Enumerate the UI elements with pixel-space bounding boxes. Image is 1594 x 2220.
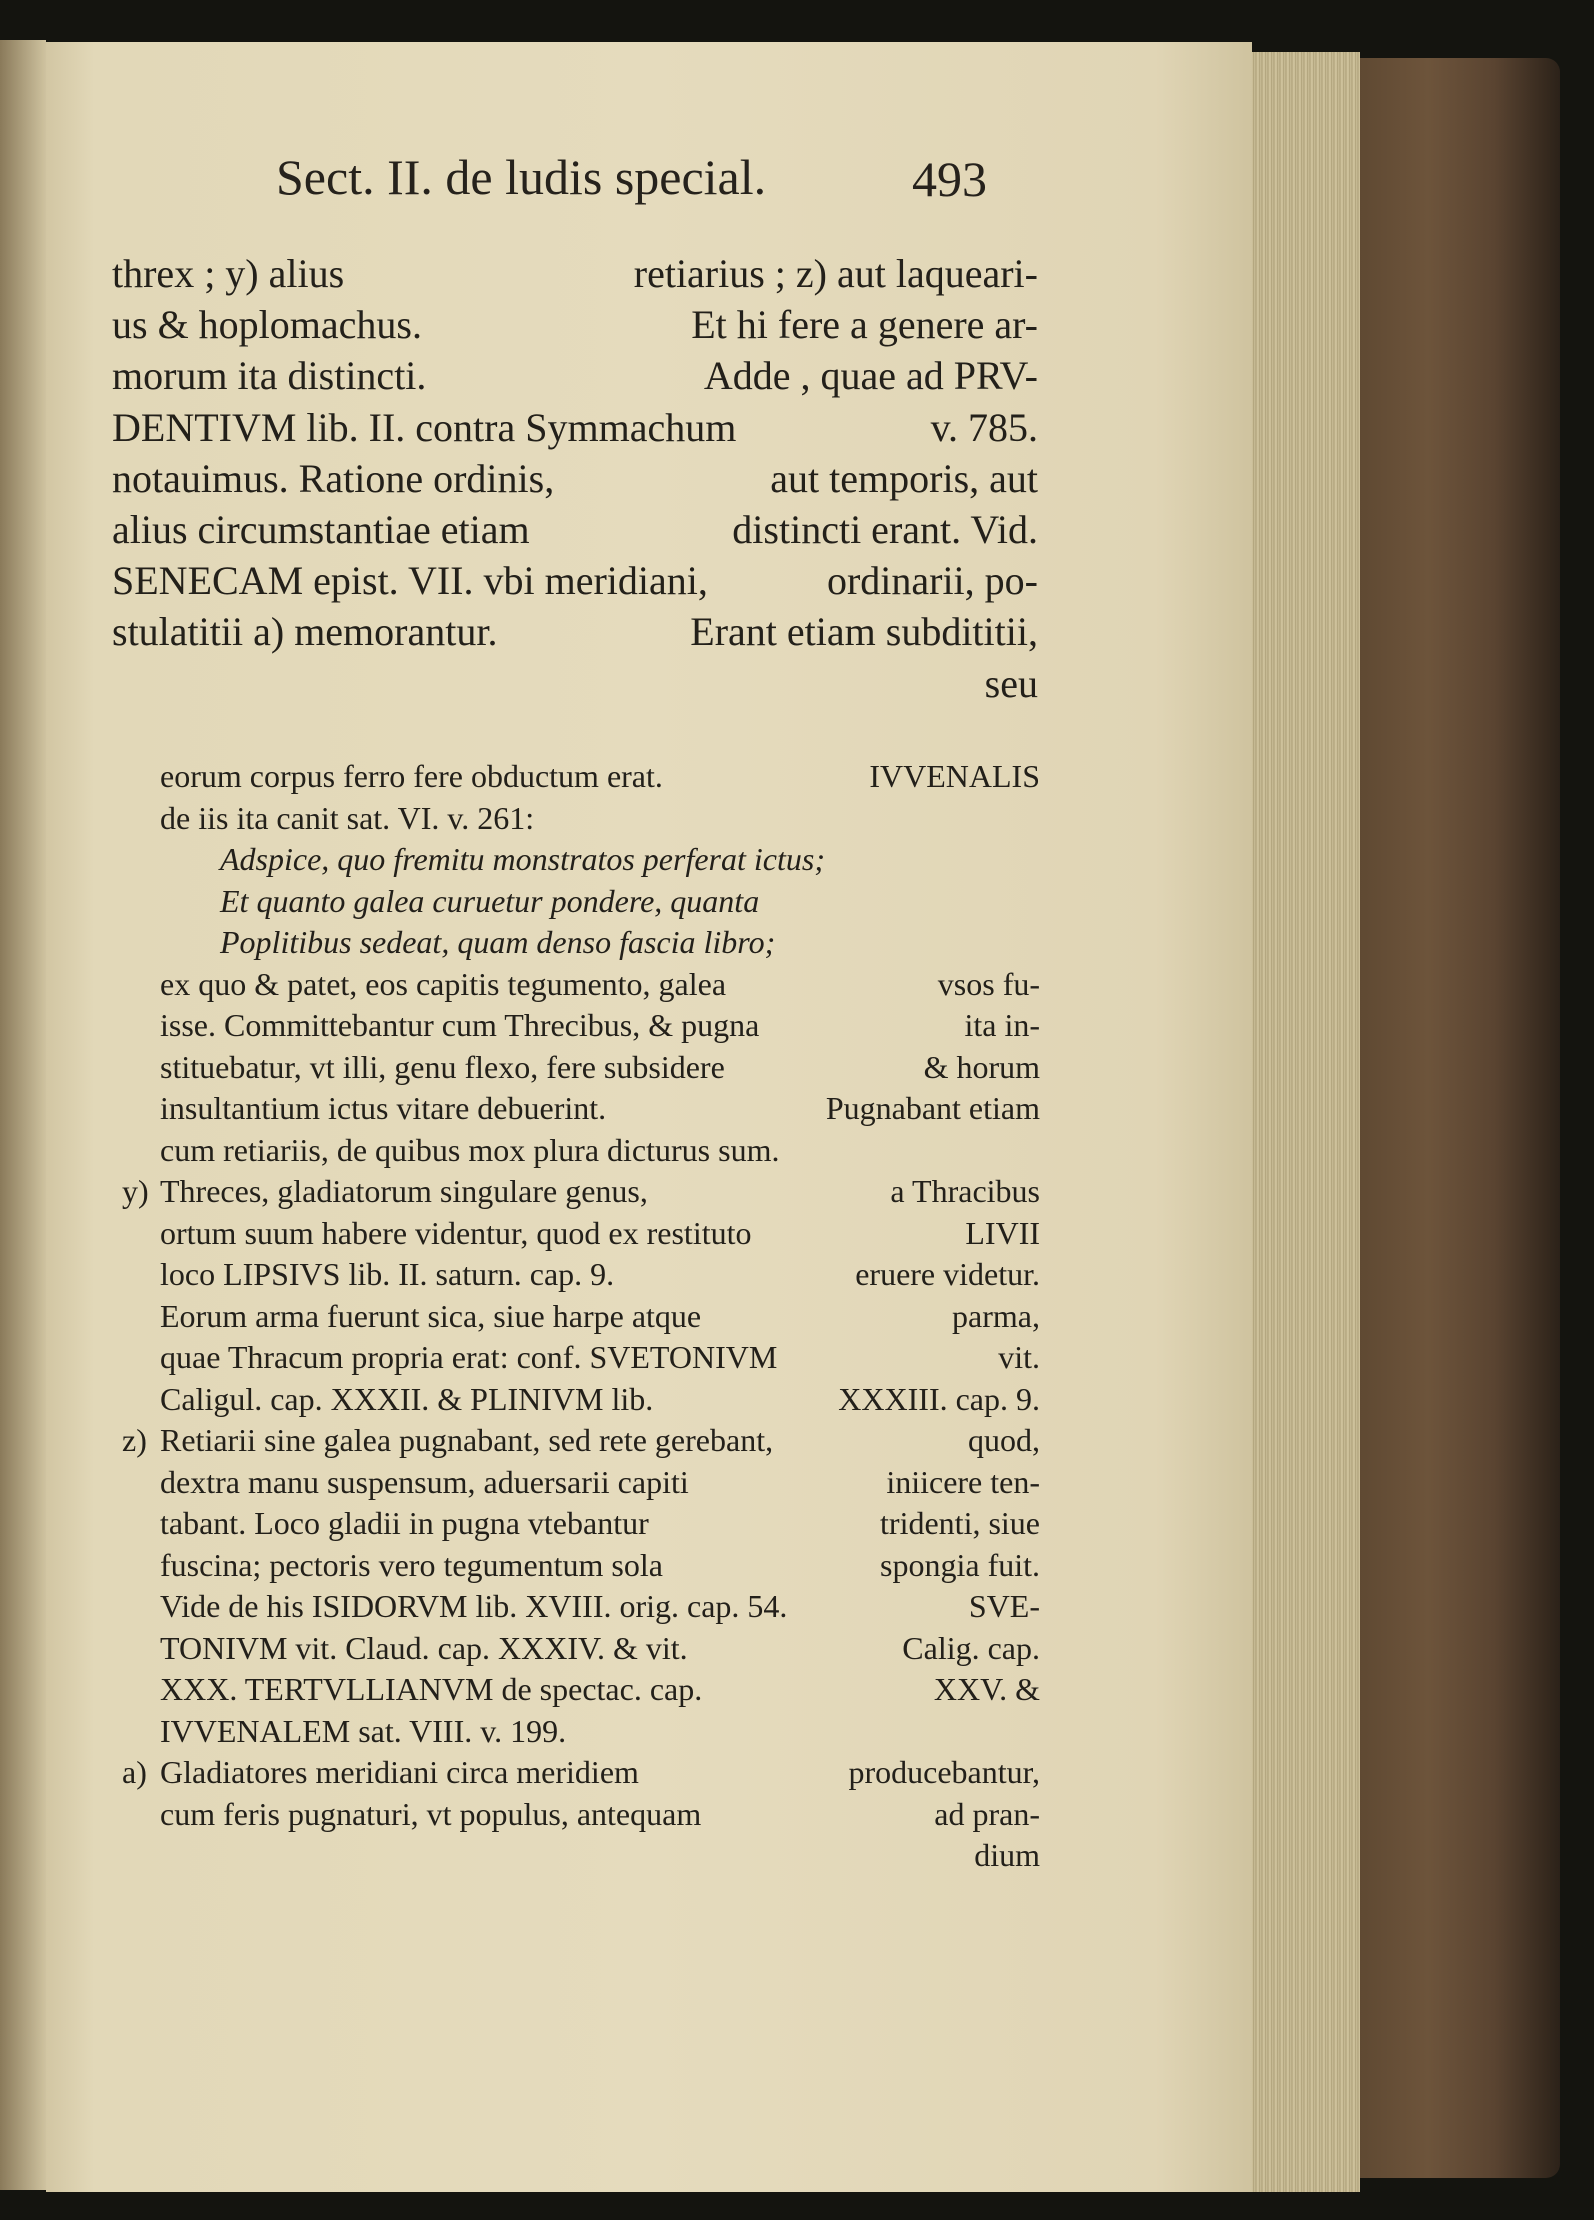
page-edges <box>1248 52 1360 2192</box>
text-segment: distincti erant. Vid. <box>732 507 1038 553</box>
text-segment: Vide de his ISIDORVM lib. XVIII. orig. cap. 54. <box>160 1588 788 1624</box>
text-segment: Et hi fere a genere ar- <box>691 302 1038 348</box>
text-line <box>112 453 1038 504</box>
text-segment: fuscina; pectoris vero tegumentum sola <box>160 1546 663 1583</box>
footnote-line <box>160 1835 1040 1877</box>
verse-line <box>160 881 1040 923</box>
text-segment: stulatitii a) memorantur. <box>112 609 498 655</box>
note-line <box>160 1005 1040 1047</box>
text-segment: notauimus. Ratione ordinis, <box>112 455 555 501</box>
footnote-line <box>122 1752 1040 1794</box>
text-segment: spongia fuit. <box>880 1546 1040 1583</box>
text-segment: parma, <box>952 1297 1040 1334</box>
text-line <box>112 299 1038 350</box>
text-segment: vsos fu- <box>937 965 1040 1002</box>
text-segment: loco LIPSIVS lib. II. saturn. cap. 9. <box>160 1256 615 1292</box>
note-line <box>160 798 1040 840</box>
note-line <box>160 1130 1040 1172</box>
text-line <box>112 504 1038 555</box>
text-segment: quod, <box>968 1422 1040 1458</box>
text-segment: Threces, gladiatorum singulare genus, <box>160 1173 648 1209</box>
footnote-line <box>160 1628 1040 1670</box>
text-line <box>112 606 1038 657</box>
text-segment: stituebatur, vt illi, genu flexo, fere subsidere <box>160 1048 725 1085</box>
text-segment: threx ; y) alius <box>112 251 345 296</box>
text-segment: alius circumstantiae etiam <box>112 507 530 553</box>
footnote-line <box>160 1462 1040 1504</box>
text-segment: insultantium ictus vitare debuerint. <box>160 1090 607 1126</box>
text-segment: Adde , quae ad PRV- <box>703 353 1038 399</box>
footnote-line <box>122 1171 1040 1213</box>
catchword: seu <box>984 660 1038 706</box>
notes-block <box>122 756 1040 1877</box>
text-segment: & horum <box>923 1048 1040 1085</box>
text-segment: LIVII <box>965 1214 1040 1251</box>
text-line <box>112 658 1038 709</box>
book-cover <box>1340 58 1560 2178</box>
verse-line <box>160 839 1040 881</box>
text-segment: tridenti, siue <box>880 1505 1040 1541</box>
text-segment: IVVENALEM sat. VIII. v. 199. <box>160 1712 567 1749</box>
text-segment: us & hoplomachus. <box>112 302 422 348</box>
verse-text: Adspice, quo fremitu monstratos perferat ictus; <box>220 841 825 877</box>
footnote-line <box>160 1586 1040 1628</box>
text-segment: isse. Committebantur cum Threcibus, & pugna <box>160 1007 760 1043</box>
footnote-marker: z) <box>122 1422 147 1458</box>
text-segment: IVVENALIS <box>869 758 1040 794</box>
text-line <box>112 555 1038 606</box>
text-line <box>112 350 1038 401</box>
text-segment: ordinarii, po- <box>826 558 1038 604</box>
footnote-marker: y) <box>122 1173 149 1209</box>
text-segment: ex quo & patet, eos capitis tegumento, galea <box>160 965 727 1002</box>
text-line <box>112 248 1038 299</box>
text-segment: Pugnabant etiam <box>825 1090 1040 1126</box>
text-segment: aut temporis, aut <box>770 455 1038 501</box>
text-segment: Retiarii sine galea pugnabant, sed rete gerebant, <box>160 1422 774 1458</box>
footnote-line <box>122 1420 1040 1462</box>
footnote-line <box>160 1254 1040 1296</box>
page-number: 493 <box>912 151 987 207</box>
text-segment: dextra manu suspensum, aduersarii capiti <box>160 1463 689 1500</box>
footnote-line <box>160 1545 1040 1587</box>
verse-line <box>160 922 1040 964</box>
text-segment: eorum corpus ferro fere obductum erat. <box>160 758 663 794</box>
text-line <box>112 402 1038 453</box>
text-segment: eruere videtur. <box>855 1256 1040 1292</box>
footnote-line <box>160 1213 1040 1255</box>
text-segment: SENECAM epist. VII. vbi meridiani, <box>112 558 708 604</box>
footnote-line <box>160 1503 1040 1545</box>
footnote-line <box>160 1794 1040 1836</box>
facing-page-edge <box>0 40 46 2190</box>
note-line <box>160 964 1040 1006</box>
footnote-line <box>160 1296 1040 1338</box>
text-segment: quae Thracum propria erat: conf. SVETONIVM <box>160 1339 778 1375</box>
note-line <box>160 1047 1040 1089</box>
text-segment: tabant. Loco gladii in pugna vtebantur <box>160 1505 649 1541</box>
footnote-line <box>160 1337 1040 1379</box>
text-segment: Erant etiam subdititii, <box>690 609 1038 655</box>
running-header: Sect. II. de ludis special. <box>276 149 767 205</box>
text-segment: v. 785. <box>930 404 1038 450</box>
text-segment: iniicere ten- <box>886 1463 1040 1500</box>
text-segment: Calig. cap. <box>902 1629 1040 1666</box>
text-segment: Caligul. cap. XXXII. & PLINIVM lib. <box>160 1380 654 1417</box>
text-segment: ad pran- <box>934 1795 1040 1832</box>
text-segment: DENTIVM lib. II. contra Symmachum <box>112 404 737 450</box>
text-segment: vit. <box>998 1339 1040 1375</box>
text-segment: retiarius ; z) aut laqueari- <box>633 251 1038 296</box>
text-segment: ortum suum habere videntur, quod ex restituto <box>160 1214 752 1251</box>
text-segment: cum retiariis, de quibus mox plura dicturus sum. <box>160 1131 780 1168</box>
footnote-line <box>160 1669 1040 1711</box>
text-segment: cum feris pugnaturi, vt populus, antequam <box>160 1795 702 1832</box>
text-segment: a Thracibus <box>890 1173 1040 1209</box>
footnote-line <box>160 1711 1040 1753</box>
text-segment: morum ita distincti. <box>112 353 427 399</box>
text-segment: Gladiatores meridiani circa meridiem <box>160 1754 639 1790</box>
footnote-marker: a) <box>122 1754 147 1790</box>
catchword: dium <box>974 1837 1040 1873</box>
text-segment: producebantur, <box>848 1754 1040 1790</box>
text-segment: TONIVM vit. Claud. cap. XXXIV. & vit. <box>160 1629 688 1666</box>
text-segment: de iis ita canit sat. VI. v. 261: <box>160 799 535 836</box>
text-segment: ita in- <box>964 1007 1040 1043</box>
verse-text: Poplitibus sedeat, quam denso fascia libro; <box>220 924 776 960</box>
verse-text: Et quanto galea curuetur pondere, quanta <box>220 882 760 919</box>
text-segment: XXV. & <box>933 1671 1040 1707</box>
main-text <box>112 248 1038 709</box>
note-line <box>160 1088 1040 1130</box>
text-segment: XXX. TERTVLLIANVM de spectac. cap. <box>160 1671 703 1707</box>
text-segment: Eorum arma fuerunt sica, siue harpe atque <box>160 1297 702 1334</box>
footnote-line <box>160 1379 1040 1421</box>
text-segment: XXXIII. cap. 9. <box>838 1380 1040 1417</box>
text-segment: SVE- <box>968 1588 1040 1624</box>
note-line <box>160 756 1040 798</box>
